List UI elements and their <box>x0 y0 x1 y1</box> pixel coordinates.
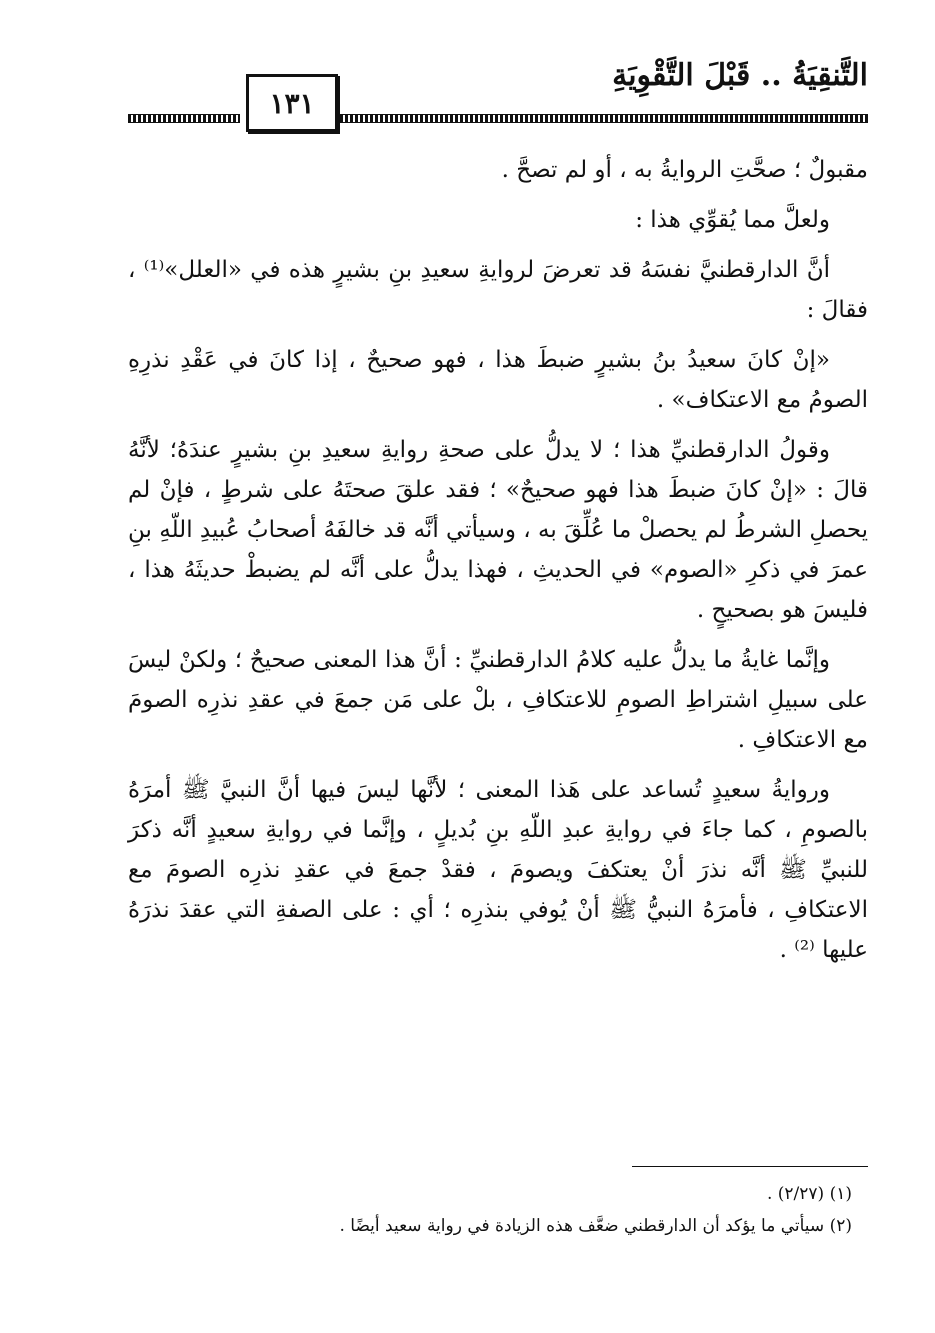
page-header <box>128 52 868 136</box>
quote-paragraph: «إنْ كانَ سعيدُ بنُ بشيرٍ ضبطَ هذا ، فهو صحيحٌ ، إذا كانَ في عَقْدِ نذرِهِ الصومُ مع الاعتكاف» . <box>128 347 868 413</box>
footnote-separator <box>632 1166 868 1167</box>
paragraph: ولعلَّ مما يُقوِّي هذا : <box>635 207 830 233</box>
paragraph: وقولُ الدارقطنيِّ هذا ؛ لا يدلُّ على صحةِ روايةِ سعيدِ بنِ بشيرٍ عندَهُ؛ لأنَّهُ قالَ : «إنْ كانَ ضبطَ هذا فهو صحيحٌ» ؛ فقد علقَ صحتَهُ على شرطٍ ، فإنْ لم يحصلِ الشرطُ لم يحصلْ ما عُلِّقَ به ، وسيأتي أنَّه قد خالفَهُ أصحابُ عُبيدِ اللّهِ بنِ عمرَ في ذكرِ «الصوم» في الحديثِ ، فهذا يدلُّ على أنَّه لم يضبطْ حديثَهُ هذا ، فليسَ هو بصحيحٍ . <box>128 437 868 623</box>
paragraph: وإنَّما غايةُ ما يدلُّ عليه كلامُ الدارقطنيِّ : أنَّ هذا المعنى صحيحٌ ؛ ولكنْ ليسَ على سبيلِ اشتراطِ الصومِ للاعتكافِ ، بلْ على مَن جمعَ في عقدِ نذرِه الصومَ مع الاعتكافِ . <box>128 647 868 753</box>
footnote-1: (١) (٢/٢٧) . <box>766 1184 852 1204</box>
body-text <box>128 150 868 980</box>
running-title: التَّنقِيَةُ .. قَبْلَ التَّقْوِيَةِ <box>612 58 868 93</box>
page-number: ١٣١ <box>246 74 338 132</box>
header-rule-left <box>128 114 240 123</box>
paragraph: مقبولٌ ؛ صحَّتِ الروايةُ به ، أو لم تصحَّ . <box>501 157 868 183</box>
header-rule-right <box>340 114 868 123</box>
footnotes <box>128 1178 852 1242</box>
footnote-2: (٢) سيأتي ما يؤكد أن الدارقطني ضعَّف هذه الزيادة في رواية سعيد أيضًا . <box>339 1216 852 1236</box>
paragraph: أنَّ الدارقطنيَّ نفسَهُ قد تعرضَ لروايةِ سعيدِ بنِ بشيرٍ هذه في «العلل»⁽¹⁾ ، فقالَ : <box>128 257 868 323</box>
paragraph: وروايةُ سعيدٍ تُساعد على هَذا المعنى ؛ لأنَّها ليسَ فيها أنَّ النبيَّ ﷺ أمرَهُ بالصومِ ، كما جاءَ في روايةِ عبدِ اللّهِ بنِ بُديلٍ ، وإنَّما في روايةِ سعيدٍ أنَّه ذكرَ للنبيِّ ﷺ أنَّه نذرَ أنْ يعتكفَ ويصومَ ، فقدْ جمعَ في عقدِ نذرِه الصومَ مع الاعتكافِ ، فأمرَهُ النبيُّ ﷺ أنْ يُوفي بنذرِه ؛ أي : على الصفةِ التي عقدَ نذرَهُ عليها ⁽²⁾ . <box>128 777 868 963</box>
